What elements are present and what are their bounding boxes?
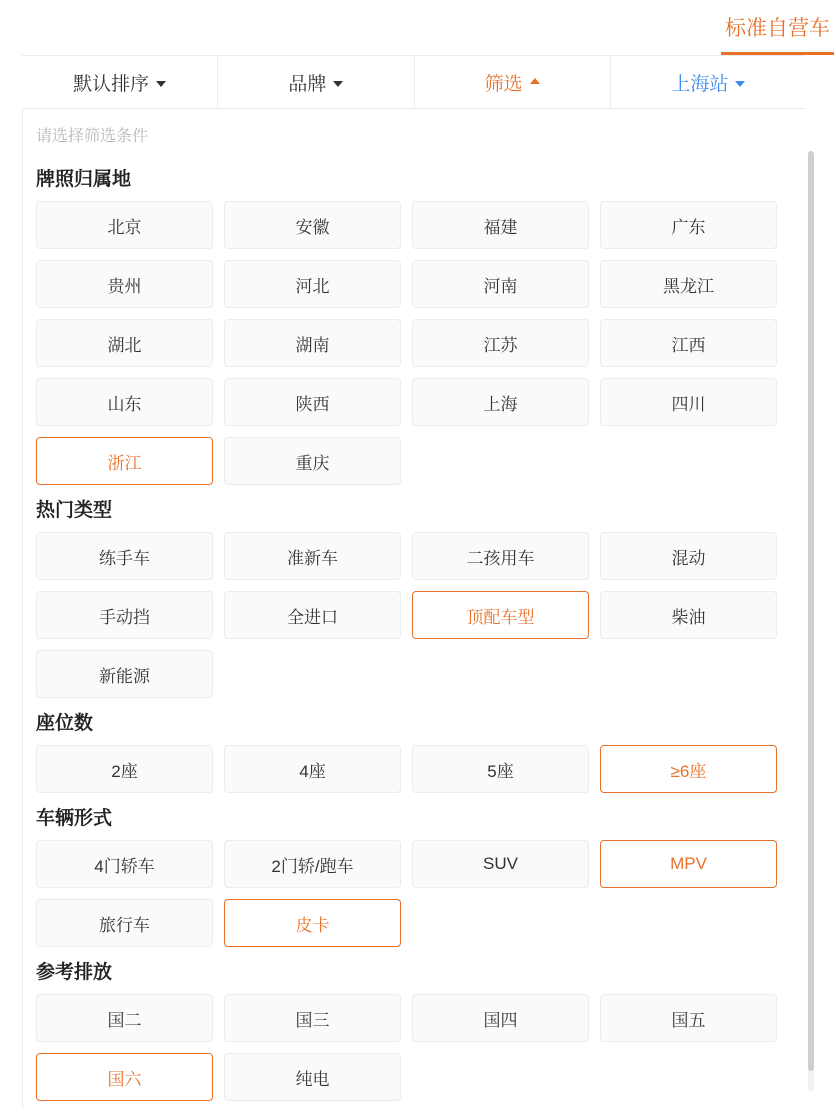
nav-item-city-label: 上海站 <box>671 73 729 95</box>
filter-option-chip[interactable]: 江苏 <box>412 319 589 367</box>
filter-option-chip[interactable]: 4座 <box>224 745 401 793</box>
filter-option-chip[interactable]: 5座 <box>412 745 589 793</box>
tab-standard-self-operated[interactable]: 标准自营车 <box>721 0 834 55</box>
filter-option-chip[interactable]: 国三 <box>224 994 401 1042</box>
filter-option-chip[interactable]: 二孩用车 <box>412 532 589 580</box>
filter-option-chip[interactable]: 山东 <box>36 378 213 426</box>
panel-scrollbar[interactable] <box>808 151 814 1091</box>
filter-option-list <box>36 994 792 1101</box>
filter-option-chip[interactable]: 国二 <box>36 994 213 1042</box>
filter-option-chip[interactable]: ≥6座 <box>600 745 777 793</box>
filter-option-chip[interactable]: 河南 <box>412 260 589 308</box>
filter-option-list <box>36 840 792 947</box>
filter-group-title: 车辆形式 <box>36 808 113 829</box>
filter-option-chip[interactable]: 广东 <box>600 201 777 249</box>
filter-panel <box>22 109 806 1109</box>
filter-option-list <box>36 532 792 698</box>
panel-scrollbar-thumb[interactable] <box>808 151 814 1071</box>
filter-option-chip[interactable]: 全进口 <box>224 591 401 639</box>
filter-option-chip[interactable]: 柴油 <box>600 591 777 639</box>
nav-item-brand-label: 品牌 <box>288 73 327 95</box>
filter-option-chip[interactable]: 手动挡 <box>36 591 213 639</box>
chevron-down-icon <box>156 81 166 87</box>
filter-option-chip[interactable]: 4门轿车 <box>36 840 213 888</box>
filter-option-chip[interactable]: 准新车 <box>224 532 401 580</box>
filter-option-chip[interactable]: 2座 <box>36 745 213 793</box>
filter-option-chip[interactable]: 纯电 <box>224 1053 401 1101</box>
filter-option-chip[interactable]: 黑龙江 <box>600 260 777 308</box>
filter-option-chip[interactable]: 练手车 <box>36 532 213 580</box>
filter-option-chip[interactable]: 皮卡 <box>224 899 401 947</box>
chevron-down-icon <box>735 81 745 87</box>
filter-option-chip[interactable]: 顶配车型 <box>412 591 589 639</box>
chevron-down-icon <box>333 81 343 87</box>
filter-option-chip[interactable]: 国六 <box>36 1053 213 1101</box>
filter-option-chip[interactable]: 国五 <box>600 994 777 1042</box>
filter-option-list <box>36 745 792 793</box>
nav-item-brand[interactable] <box>218 56 414 108</box>
filter-option-chip[interactable]: 新能源 <box>36 650 213 698</box>
filter-group-title: 牌照归属地 <box>36 169 132 190</box>
filter-option-chip[interactable]: MPV <box>600 840 777 888</box>
filter-option-chip[interactable]: 旅行车 <box>36 899 213 947</box>
filter-option-chip[interactable]: 福建 <box>412 201 589 249</box>
filter-option-chip[interactable]: 浙江 <box>36 437 213 485</box>
filter-option-chip[interactable]: SUV <box>412 840 589 888</box>
nav-item-sort-label: 默认排序 <box>73 73 150 95</box>
filter-option-chip[interactable]: 2门轿/跑车 <box>224 840 401 888</box>
filter-option-chip[interactable]: 江西 <box>600 319 777 367</box>
filter-option-chip[interactable]: 陕西 <box>224 378 401 426</box>
nav-item-city[interactable] <box>611 56 806 108</box>
filter-groups <box>22 164 806 1101</box>
filter-group-title: 参考排放 <box>36 962 113 983</box>
chevron-up-icon <box>530 78 540 84</box>
filter-option-chip[interactable]: 国四 <box>412 994 589 1042</box>
filter-option-chip[interactable]: 湖北 <box>36 319 213 367</box>
filter-option-chip[interactable]: 贵州 <box>36 260 213 308</box>
nav-item-sort[interactable] <box>22 56 218 108</box>
filter-option-chip[interactable]: 湖南 <box>224 319 401 367</box>
filter-option-chip[interactable]: 安徽 <box>224 201 401 249</box>
filter-option-chip[interactable]: 混动 <box>600 532 777 580</box>
filter-option-list <box>36 201 792 485</box>
filter-hint: 请选择筛选条件 <box>36 128 149 145</box>
filter-option-chip[interactable]: 北京 <box>36 201 213 249</box>
filter-group-title: 座位数 <box>36 713 94 734</box>
filter-option-chip[interactable]: 河北 <box>224 260 401 308</box>
filter-option-chip[interactable]: 上海 <box>412 378 589 426</box>
top-bar <box>0 0 836 55</box>
filter-option-chip[interactable]: 重庆 <box>224 437 401 485</box>
nav-item-filter[interactable] <box>415 56 611 108</box>
filter-nav-row <box>22 55 806 109</box>
filter-group-title: 热门类型 <box>36 500 113 521</box>
filter-option-chip[interactable]: 四川 <box>600 378 777 426</box>
nav-item-filter-label: 筛选 <box>484 73 523 95</box>
